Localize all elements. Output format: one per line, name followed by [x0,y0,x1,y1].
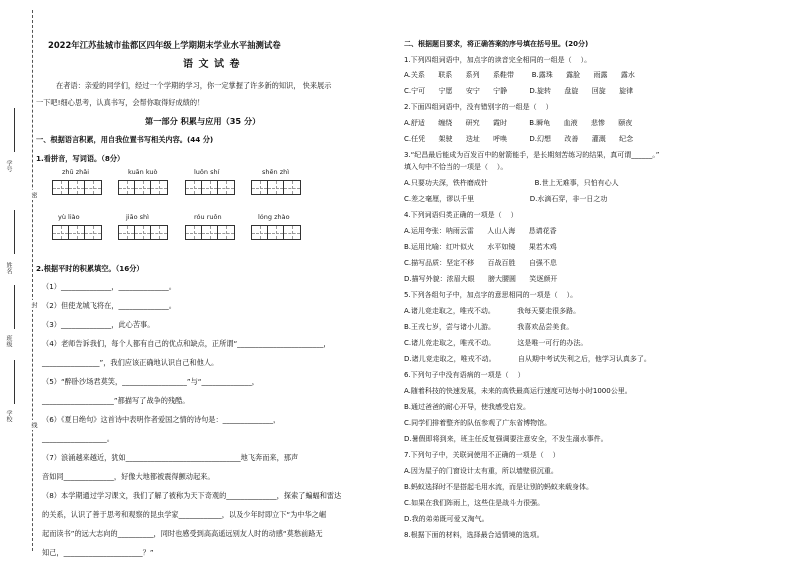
pinyin-label: luǒn shí [194,168,220,176]
question-item: 5.下列各组句子中，加点字的意思相同的一项是（ ）。 [404,291,578,299]
binding-line [32,10,33,551]
margin-cut-word: 密 [30,192,37,198]
char-grid[interactable] [251,225,301,240]
margin-cut-word: 封 [30,302,37,308]
option-row[interactable]: A.诸儿竞走取之，唯戎不动。 我每天要走很多路。 [404,307,581,315]
fill-line[interactable]: （3）______________，此心苦事。 [42,320,155,329]
question-item: 6.下列句子中没有语病的一项是（ ） [404,371,525,379]
question-item: 3.“纪昌最后能成为百发百中的射箭能手，是长期刻苦练习的结果，真可谓______。” [404,151,660,159]
margin-blank-name [14,210,15,254]
option-row[interactable]: A.运用夸张：呐雨云雷 人山人海 恳请花香 [404,227,557,235]
margin-blank-student-id [14,108,15,152]
option-row[interactable]: C.诸儿竞走取之，唯戎不动。 这是唯一可行的办法。 [404,339,588,347]
fill-line[interactable]: （6）《夏日绝句》这首诗中表明作者爱国之情的诗句是：______________， [42,415,281,424]
margin-label-school: 学校 [5,410,12,422]
option-row[interactable]: B.王戎七岁，尝与诸小儿游。 我喜欢品尝美食。 [404,323,574,331]
fill-line[interactable]: （2）但使龙城飞将在，______________。 [42,301,176,310]
question-item: 2.下面四组词语中，没有错别字的一组是（ ） [404,103,553,111]
question-item: 填入句中不恰当的一项是（ ）。 [404,163,508,171]
char-grid[interactable] [52,180,102,195]
exam-subtitle: 语 文 试 卷 [183,59,241,70]
fill-line[interactable]: （5）“醉卧沙场君莫笑，__________________”与“______________， [42,377,259,386]
option-row[interactable]: D.我的弟弟既可爱又淘气。 [404,515,489,523]
section-2-heading: 二、根据题目要求，将正确答案的序号填在括号里。(20分) [404,40,589,48]
pinyin-label: yù liào [58,213,80,221]
fill-line[interactable]: （1）______________，______________。 [42,282,176,291]
pinyin-label: kuān kuò [128,168,158,176]
question-item: 1.下列四组词语中，加点字的读音完全相同的一组是（ ）。 [404,56,592,64]
fill-line[interactable]: ________________”，我们应该正确地认识自己和他人。 [42,358,219,367]
margin-label-name: 姓名 [5,262,12,274]
option-row[interactable]: D.诸儿竞走取之，唯戎不动。 自从期中考试失利之后，他学习认真多了。 [404,355,651,363]
question-item: 7.下列句子中，关联词使用不正确的一项是（ ） [404,451,560,459]
option-row[interactable]: C.差之毫厘，谬以千里 D.水滴石穿，非一日之功 [404,195,608,203]
option-row[interactable]: A.只要功夫深，铁杵磨成针 B.世上无难事，只怕有心人 [404,179,619,187]
option-row[interactable]: B.通过爸爸的耐心开导，使我感受启发。 [404,403,531,411]
pinyin-label: róu ruǒn [194,213,222,221]
fill-line[interactable]: （7）浪涌越来越近，犹如________________________________地飞奔而来，那声 [42,453,299,462]
fill-line[interactable]: （8）本学期通过学习课文，我们了解了被称为天下奇观的______________，探索了蝙蝠和雷达 [42,491,342,500]
margin-label-student-id: 学号 [5,160,12,172]
section-1-heading: 一、根据语言积累，用自我位置书写相关内容。(44 分) [36,135,214,144]
question-1-heading: 1.看拼音，写词语。（8分） [36,154,125,163]
question-item: 4.下列词语归类正确的一项是（ ） [404,211,518,219]
margin-cut-word: 线 [30,422,37,428]
char-grid[interactable] [185,225,235,240]
char-grid[interactable] [52,225,102,240]
option-row[interactable]: D.描写外貌：浓眉大眼 膀大腰圆 笑逐颜开 [404,275,558,283]
char-grid[interactable] [118,180,168,195]
intro-line-2: 一下吧!细心思考，认真书写，会帮你取得好成绩的！ [36,98,205,107]
exam-title: 2022年江苏盐城市盐都区四年级上学期期末学业水平抽测试卷 [48,40,281,50]
fill-line[interactable]: __________________。 [42,434,114,443]
fill-line[interactable]: 知己，______________________？” [42,548,154,557]
option-row[interactable]: C.宁可 宁愿 安宁 宁静 D.旋转 盘旋 回旋 旋律 [404,87,634,95]
option-row[interactable]: C.任凭 架驶 迭址 呼唤 D.幻想 改善 灌溉 纪念 [404,135,634,143]
option-row[interactable]: C.同学们排着整齐的队伍参观了广东省博物馆。 [404,419,552,427]
option-row[interactable]: B.运用比喻：红叶似火 水平如镜 果若木鸡 [404,243,557,251]
fill-line[interactable]: ____________________”都描写了战争的残酷。 [42,396,190,405]
option-row[interactable]: A.因为屋子的门窗设计太有重，所以墙壁很沉重。 [404,467,558,475]
char-grid[interactable] [185,180,235,195]
question-item: 8.根据下面的材料，选择最合适情境的选项。 [404,531,544,539]
char-grid[interactable] [118,225,168,240]
margin-blank-class [14,285,15,329]
pinyin-label: jiāo shì [126,213,149,221]
margin-label-class: 班级 [5,335,12,347]
option-row[interactable]: C.如果在我们阵雨上，这些住是战斗力很强。 [404,499,545,507]
pinyin-label: zhū zhǎi [62,168,90,176]
question-2-heading: 2.根据平时的积累填空。（16分） [36,264,144,273]
fill-line[interactable]: 的关系，认识了善于思考和观察的昆虫学家____________，以及少年时即立下“为中华之崛 [42,510,327,519]
pinyin-label: shēn zhì [262,168,290,176]
char-grid[interactable] [251,180,301,195]
option-row[interactable]: C.描写品质：坚定不移 百战百胜 自强不息 [404,259,557,267]
option-row[interactable]: A.关系 联系 系列 系鞋带 B.露珠 露脸 雨露 露水 [404,71,635,79]
fill-line[interactable]: 音如同______________，好像大地都被震得颤动起来。 [42,472,215,481]
option-row[interactable]: A.舒适 缠绕 研究 霞时 B.瞬龟 血液 悲惨 颐夜 [404,119,633,127]
pinyin-label: lóng zhào [258,213,290,221]
fill-line[interactable]: （4）老师告诉我们，每个人都有自己的优点和缺点，正所谓“________________________， [42,339,331,348]
option-row[interactable]: D.暑假即将到来，班主任反复强调要注意安全，不发生溺水事件。 [404,435,608,443]
fill-line[interactable]: 起而读书”的远大志向的__________，同时也感受到高高遥远别友人时的动感“莫愁前路无 [42,529,323,538]
option-row[interactable]: A.随着科技的快速发展，未来的高铁最高运行速度可达每小时1000公里。 [404,387,632,395]
intro-line-1: 在者语：亲爱的同学们，经过一个学期的学习，你一定掌握了许多新的知识， 快来展示 [56,81,332,90]
option-row[interactable]: B.蚂蚁选择时不是搭起毛用水流，而是让别的蚂蚁来载身体。 [404,483,594,491]
part1-title: 第一部分 积累与应用（35 分） [145,116,261,126]
margin-blank-school [14,360,15,404]
